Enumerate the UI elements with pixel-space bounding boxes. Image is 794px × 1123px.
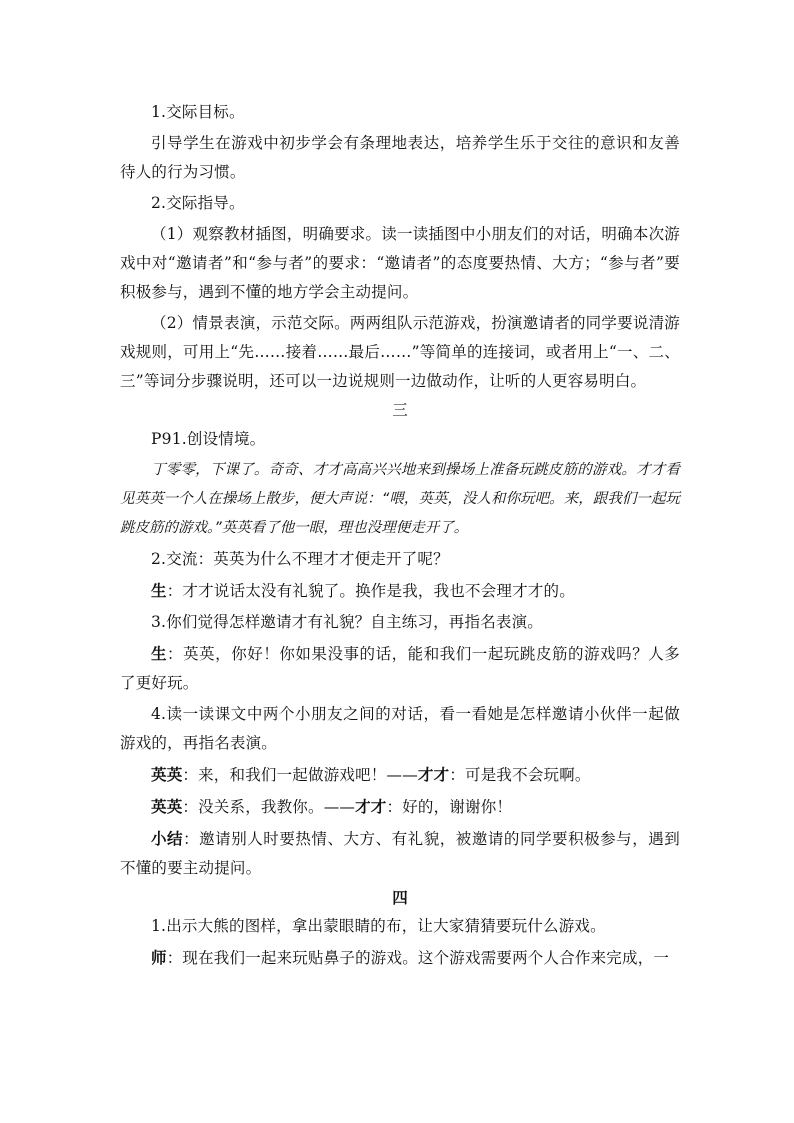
item2-title: 2.交际指导。: [151, 194, 245, 212]
speaker-yingying: 英英: [151, 765, 183, 784]
section-four-heading: 四: [392, 888, 408, 907]
section-four-item-1: 1.出示大熊的图样，拿出蒙眼睛的布，让大家猜猜要玩什么游戏。: [151, 917, 606, 935]
situation-title: P91.创设情境。: [151, 430, 266, 448]
speaker-yingying: 英英: [151, 797, 183, 816]
item2-paragraph-2: （2）情景表演，示范交际。两两组队示范游戏，扮演邀请者的同学要说清游戏规则，可用上“先……接着……最后……”等简单的连接词，或者用上“一、二、三”等词分步骤说明，还可以一边说规则一边做动作，让听的人更容易明白。: [120, 314, 680, 390]
dialogue-line-1: [120, 760, 680, 790]
summary-paragraph: [120, 824, 680, 883]
story-paragraph: 丁零零，下课了。奇奇、才才高高兴兴地来到操场上准备玩跳皮筋的游戏。才才看见英英一个人在操场上散步，便大声说：“喂，英英，没人和你玩吧。来，跟我们一起玩跳皮筋的游戏。”英英看了他一眼，理也没理便走开了。: [120, 462, 680, 536]
question-2: 2.交流：英英为什么不理才才便走开了呢？: [151, 550, 449, 568]
speaker-caicai: 才才: [355, 797, 387, 816]
section-three-heading: 三: [392, 401, 408, 419]
answer-2-text: ：才才说话太没有礼貌了。换作是我，我也不会理才才的。: [166, 582, 575, 600]
item2-paragraph-1: （1）观察教材插图，明确要求。读一读插图中小朋友们的对话，明确本次游戏中对“邀请者”和“参与者”的要求：“邀请者”的态度要热情、大方；“参与者”要积极参与，遇到不懂的地方学会主动提问。: [120, 225, 680, 301]
question-3: 3.你们觉得怎样邀请才有礼貌？自主练习，再指名表演。: [151, 613, 543, 631]
dialogue-1-text-b: ：可是我不会玩啊。: [449, 766, 591, 784]
dialogue-2-text-b: ：好的，谢谢你！: [386, 798, 513, 816]
speaker-caicai: 才才: [417, 765, 450, 784]
answer-2: [120, 576, 680, 606]
teacher-label: 师: [151, 948, 167, 967]
teacher-paragraph: [120, 943, 680, 973]
student-label: 生: [151, 581, 167, 600]
item1-title: 1.交际目标。: [151, 103, 245, 121]
dialogue-line-2: [120, 792, 680, 822]
summary-label: 小结: [151, 829, 184, 848]
answer-3: [120, 639, 680, 698]
item1-body: 引导学生在游戏中初步学会有条理地表达，培养学生乐于交往的意识和友善待人的行为习惯。: [120, 134, 680, 181]
summary-text: ：邀请别人时要热情、大方、有礼貌，被邀请的同学要积极参与，遇到不懂的要主动提问。: [120, 830, 681, 877]
dialogue-1-text-a: ：来，和我们一起做游戏吧！——: [182, 766, 418, 784]
dialogue-2-text-a: ：没关系，我教你。——: [182, 798, 356, 816]
teacher-text: ：现在我们一起来玩贴鼻子的游戏。这个游戏需要两个人合作来完成，一: [166, 949, 670, 967]
student-label: 生: [151, 644, 168, 663]
document-page: [120, 98, 680, 973]
question-4: 4.读一读课文中两个小朋友之间的对话，看一看她是怎样邀请小伙伴一起做游戏的，再指名表演。: [120, 705, 680, 752]
answer-3-text: ：英英，你好！你如果没事的话，能和我们一起玩跳皮筋的游戏吗？人多了更好玩。: [120, 645, 680, 692]
